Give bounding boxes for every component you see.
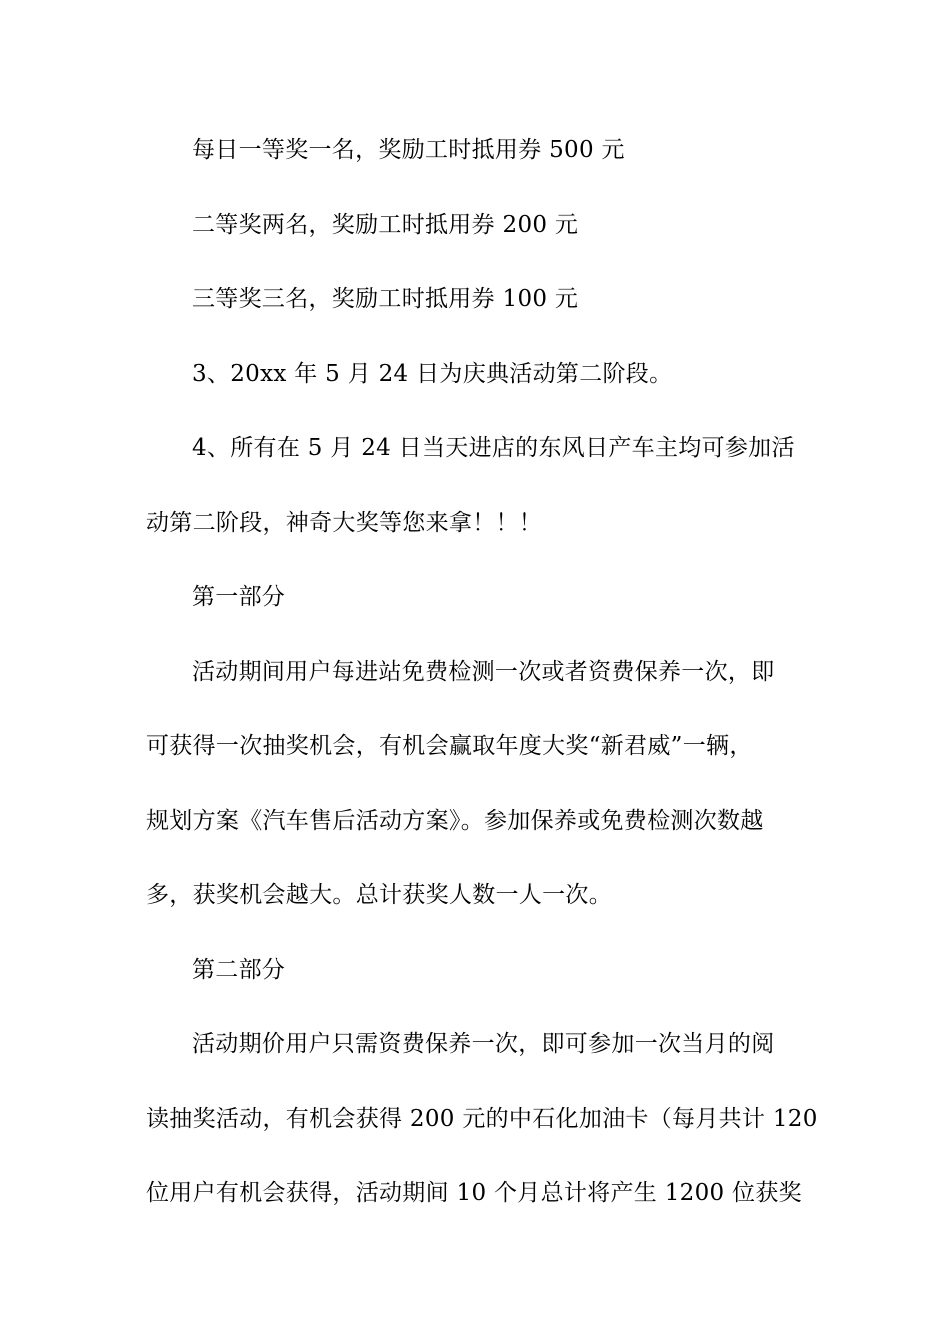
document-body (146, 127, 818, 1245)
text-line: 活动期间用户每进站免费检测一次或者资费保养一次，即 (192, 658, 775, 685)
section-heading: 第一部分 (192, 584, 286, 610)
text-line: 活动期价用户只需资费保养一次，即可参加一次当月的阅 (192, 1031, 775, 1057)
text-line: 规划方案《汽车售后活动方案》。参加保养或免费检测次数越 (146, 807, 764, 834)
text-line: 每日一等奖一名，奖励工时抵用券 500 元 (192, 137, 625, 163)
section-heading: 第二部分 (192, 956, 286, 983)
text-line: 可获得一次抽奖机会，有机会赢取年度大奖“新君威”一辆， (146, 733, 753, 759)
text-line: 二等奖两名，奖励工时抵用券 200 元 (192, 211, 579, 238)
text-line: 动第二阶段，神奇大奖等您来拿！！！ (146, 509, 543, 536)
text-line: 读抽奖活动，有机会获得 200 元的中石化加油卡（每月共计 120 (146, 1105, 818, 1132)
text-line: 4、所有在 5 月 24 日当天进店的东风日产车主均可参加活 (192, 435, 795, 461)
text-line: 3、20xx 年 5 月 24 日为庆典活动第二阶段。 (192, 360, 673, 387)
text-line: 三等奖三名，奖励工时抵用券 100 元 (192, 286, 579, 312)
text-line: 位用户有机会获得，活动期间 10 个月总计将产生 1200 位获奖 (146, 1180, 802, 1206)
text-line: 多，获奖机会越大。总计获奖人数一人一次。 (146, 882, 612, 908)
